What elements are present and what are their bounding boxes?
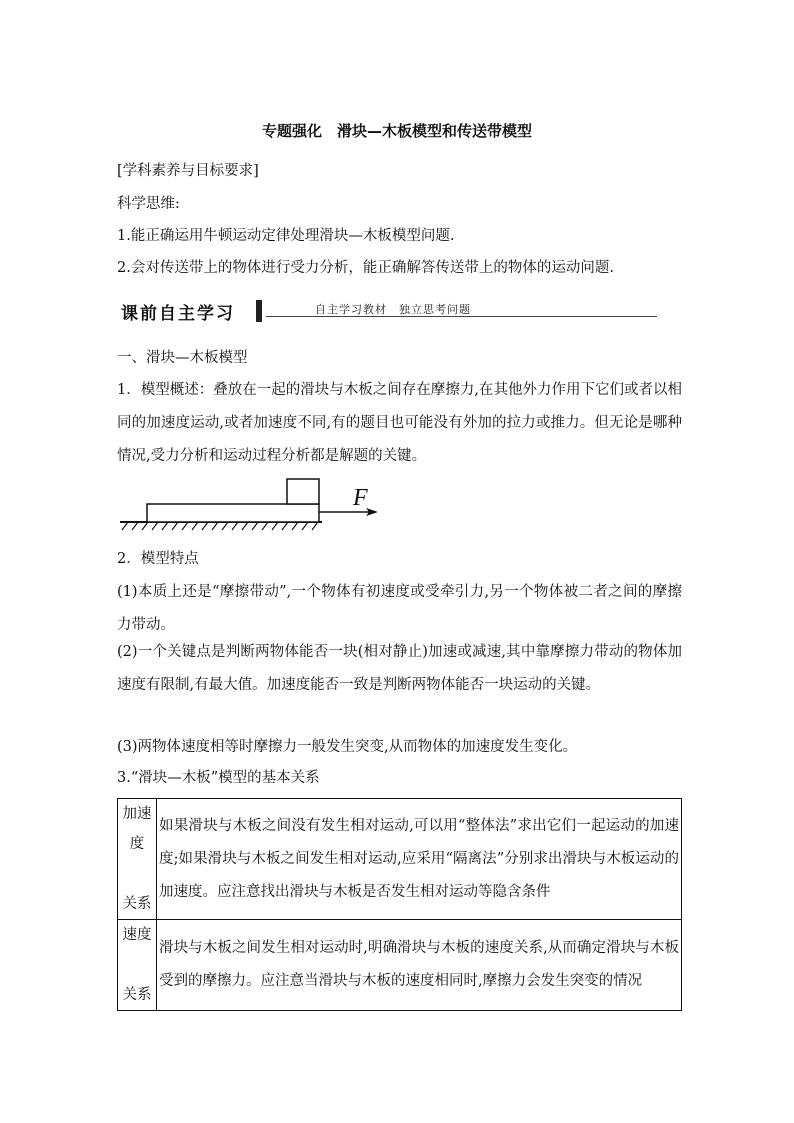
- relation-head-spacer: [120, 950, 154, 980]
- section-heading: 一、滑块—木板模型: [117, 350, 248, 366]
- feature-1-paragraph: (1)本质上还是“摩擦带动”,一个物体有初速度或受牵引力,另一个物体被二者之间的摩擦力带动。: [117, 584, 682, 633]
- relation-head-line: 速度: [122, 927, 152, 943]
- ground-hatching: [122, 522, 318, 530]
- feature-2-paragraph: (2)一个关键点是判断两物体能否一块(相对静止)加速或减速,其中靠摩擦力带动的物体加速度有限制,有最大值。加速度能否一致是判断两物体能否一块运动的关键。: [117, 644, 682, 693]
- banner-divider-bar: [256, 300, 262, 322]
- relations-heading: 3.“滑块—木板”模型的基本关系: [117, 770, 320, 786]
- model-overview-paragraph: 1．模型概述：叠放在一起的滑块与木板之间存在摩擦力,在其他外力作用下它们或者以相同的加速度运动,或者加速度不同,有的题目也可能没有外加的拉力或推力。但无论是哪种情况,受力分析和运动过程分析都是解题的关键。: [117, 382, 682, 464]
- features-heading: 2．模型特点: [117, 551, 199, 567]
- relations-table: [117, 798, 682, 1011]
- relation-head-spacer: [120, 859, 154, 889]
- relation-text-cell: 如果滑块与木板之间没有发生相对运动,可以用“整体法”求出它们一起运动的加速度;如果滑块与木板之间发生相对运动,应采用“隔离法”分别求出滑块与木板运动的加速度。应注意找出滑块与木板是否发生相对运动等隐含条件: [157, 799, 682, 920]
- goal-item-1: 1.能正确运用牛顿运动定律处理滑块—木板模型问题.: [117, 228, 455, 244]
- slider-block: [287, 479, 319, 504]
- relation-head-line: 关系: [122, 987, 152, 1003]
- table-row: [118, 799, 682, 920]
- force-label: F: [353, 485, 368, 511]
- relation-head-cell: [118, 920, 157, 1011]
- section-banner: [117, 298, 657, 324]
- relation-head-line: 度: [129, 836, 145, 852]
- block-on-board-figure: [116, 470, 386, 534]
- page-title: 专题强化 滑块—木板模型和传送带模型: [261, 122, 532, 140]
- goals-heading: [学科素养与目标要求]: [117, 163, 259, 179]
- table-row: [118, 920, 682, 1011]
- relation-head-line: 关系: [122, 896, 152, 912]
- relation-text-cell: 滑块与木板之间发生相对运动时,明确滑块与木板的速度关系,从而确定滑块与木板受到的摩擦力。应注意当滑块与木板的速度相同时,摩擦力会发生突变的情况: [157, 920, 682, 1011]
- goal-item-2: 2.会对传送带上的物体进行受力分析，能正确解答传送带上的物体的运动问题.: [117, 260, 614, 276]
- feature-3-paragraph: (3)两物体速度相等时摩擦力一般发生突变,从而物体的加速度发生变化。: [117, 739, 578, 755]
- banner-label: 课前自主学习: [121, 304, 235, 324]
- banner-subtitle: 自主学习教材 独立思考问题: [315, 303, 471, 316]
- goals-category: 科学思维:: [117, 196, 180, 212]
- wooden-board: [147, 504, 319, 522]
- relation-head-line: 加速: [122, 806, 152, 822]
- relation-head-cell: [118, 799, 157, 920]
